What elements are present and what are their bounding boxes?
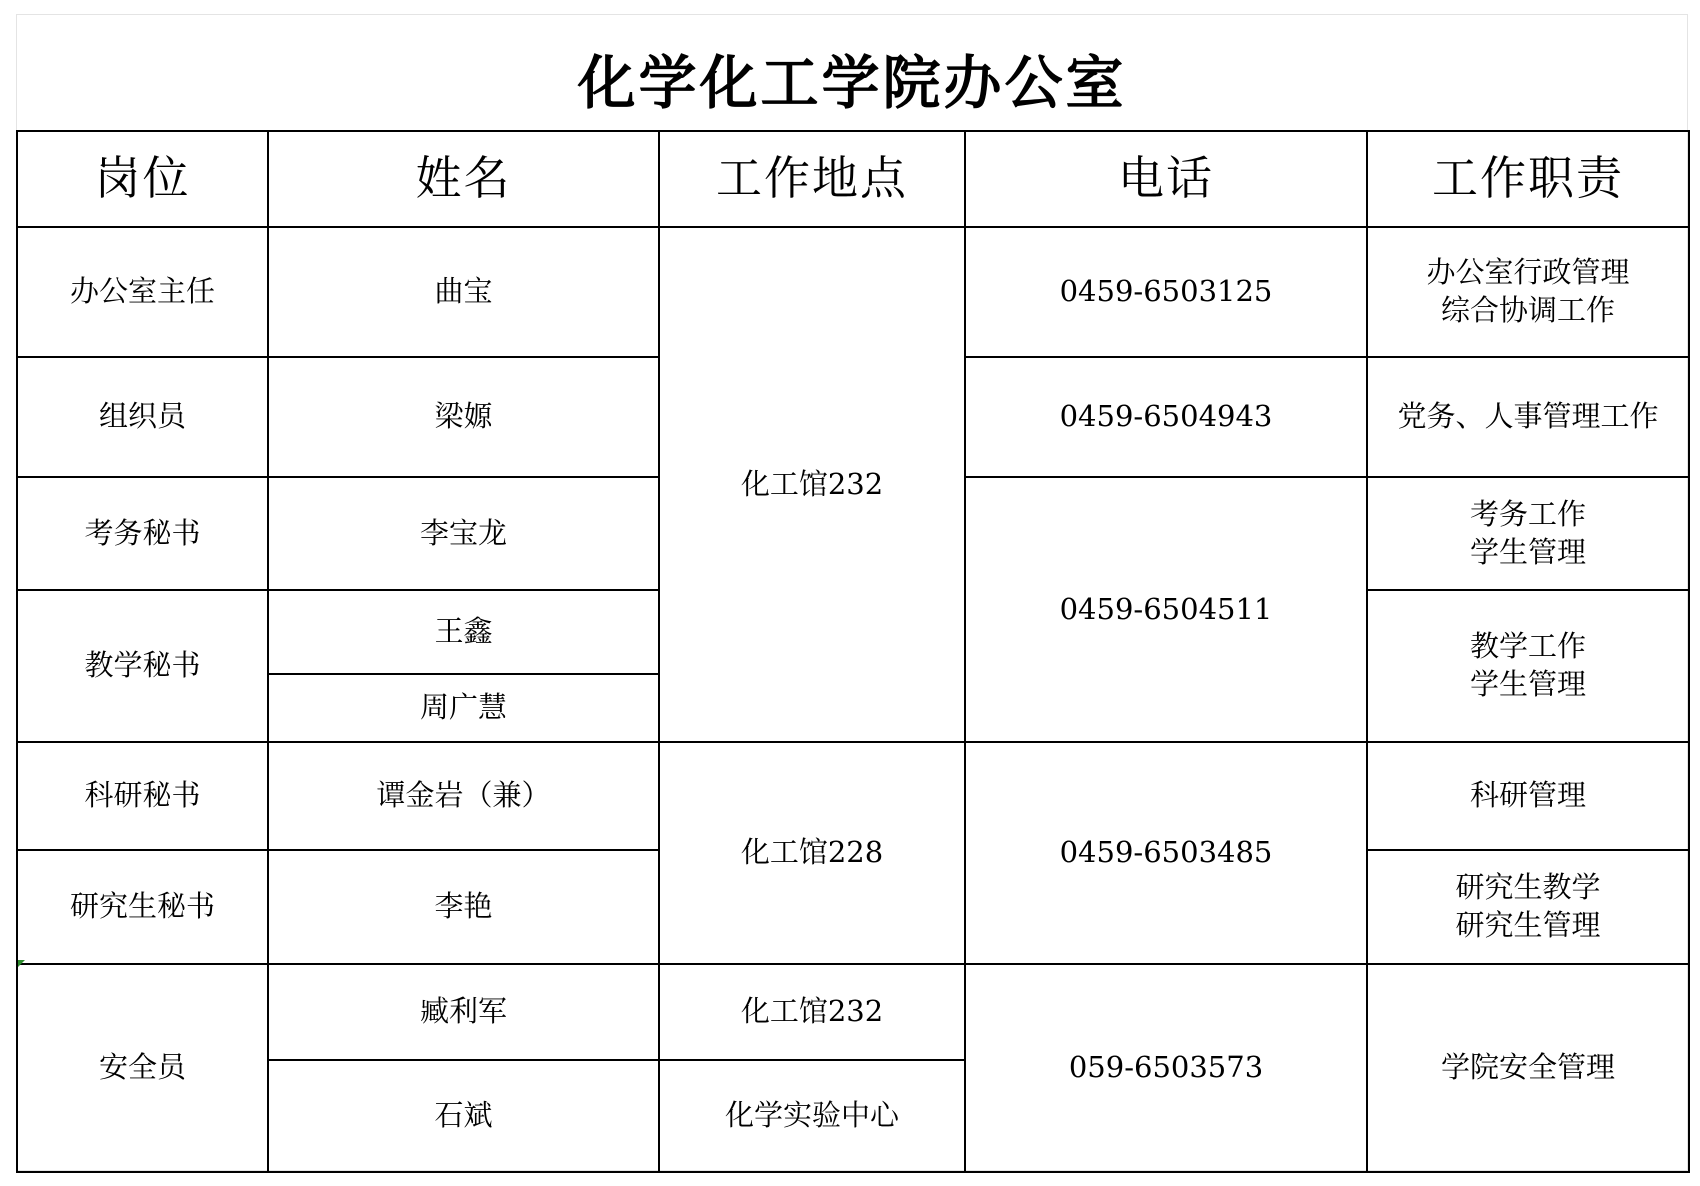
staff-table — [16, 130, 1690, 1173]
duty-line: 党务、人事管理工作 — [1397, 399, 1659, 434]
table-header-row — [17, 131, 1689, 227]
position-cell: 科研秘书 — [17, 742, 268, 850]
duty-line: 教学工作 — [1469, 629, 1586, 664]
duty-line: 办公室行政管理 — [1426, 255, 1630, 290]
header-location: 工作地点 — [659, 131, 965, 227]
name-cell: 曲宝 — [268, 227, 659, 357]
duties-cell — [1367, 227, 1689, 357]
position-cell: 考务秘书 — [17, 477, 268, 590]
duty-line: 学生管理 — [1469, 667, 1586, 701]
position-cell: 安全员 — [17, 964, 268, 1172]
name-cell: 臧利军 — [268, 964, 659, 1060]
name-cell: 李艳 — [268, 850, 659, 964]
name-cell: 周广慧 — [268, 674, 659, 742]
duties-cell — [1367, 964, 1689, 1172]
location-cell: 化工馆228 — [659, 742, 965, 964]
position-cell: 组织员 — [17, 357, 268, 477]
cell-comment-marker — [18, 960, 25, 967]
position-cell: 教学秘书 — [17, 590, 268, 742]
table-row — [17, 742, 1689, 850]
page-title: 化学化工学院办公室 — [577, 49, 1127, 117]
duty-line: 学生管理 — [1469, 534, 1586, 569]
duties-cell — [1367, 477, 1689, 590]
duties-cell — [1367, 357, 1689, 477]
position-cell: 办公室主任 — [17, 227, 268, 357]
duties-cell — [1367, 742, 1689, 850]
duty-line: 科研管理 — [1469, 778, 1586, 813]
location-cell: 化学实验中心 — [659, 1060, 965, 1172]
phone-cell: 0459-6503485 — [965, 742, 1367, 964]
duties-cell — [1367, 850, 1689, 964]
header-phone: 电话 — [965, 131, 1367, 227]
location-cell: 化工馆232 — [659, 227, 965, 742]
phone-cell: 0459-6504943 — [965, 357, 1367, 477]
name-cell: 李宝龙 — [268, 477, 659, 590]
duty-line: 考务工作 — [1469, 496, 1586, 531]
name-cell: 梁嫄 — [268, 357, 659, 477]
duty-line: 综合协调工作 — [1440, 293, 1615, 327]
header-position: 岗位 — [17, 131, 268, 227]
duty-line: 研究生管理 — [1455, 908, 1601, 942]
duty-line: 研究生教学 — [1455, 870, 1601, 905]
phone-cell: 059-6503573 — [965, 964, 1367, 1172]
name-cell: 王鑫 — [268, 590, 659, 674]
header-duties: 工作职责 — [1367, 131, 1689, 227]
name-cell: 谭金岩（兼） — [268, 742, 659, 850]
name-cell: 石斌 — [268, 1060, 659, 1172]
header-name: 姓名 — [268, 131, 659, 227]
phone-cell: 0459-6503125 — [965, 227, 1367, 357]
table-row — [17, 227, 1689, 357]
position-cell: 研究生秘书 — [17, 850, 268, 964]
location-cell: 化工馆232 — [659, 964, 965, 1060]
duty-line: 学院安全管理 — [1440, 1050, 1615, 1085]
phone-cell: 0459-6504511 — [965, 477, 1367, 742]
table-row — [17, 964, 1689, 1060]
duties-cell — [1367, 590, 1689, 742]
